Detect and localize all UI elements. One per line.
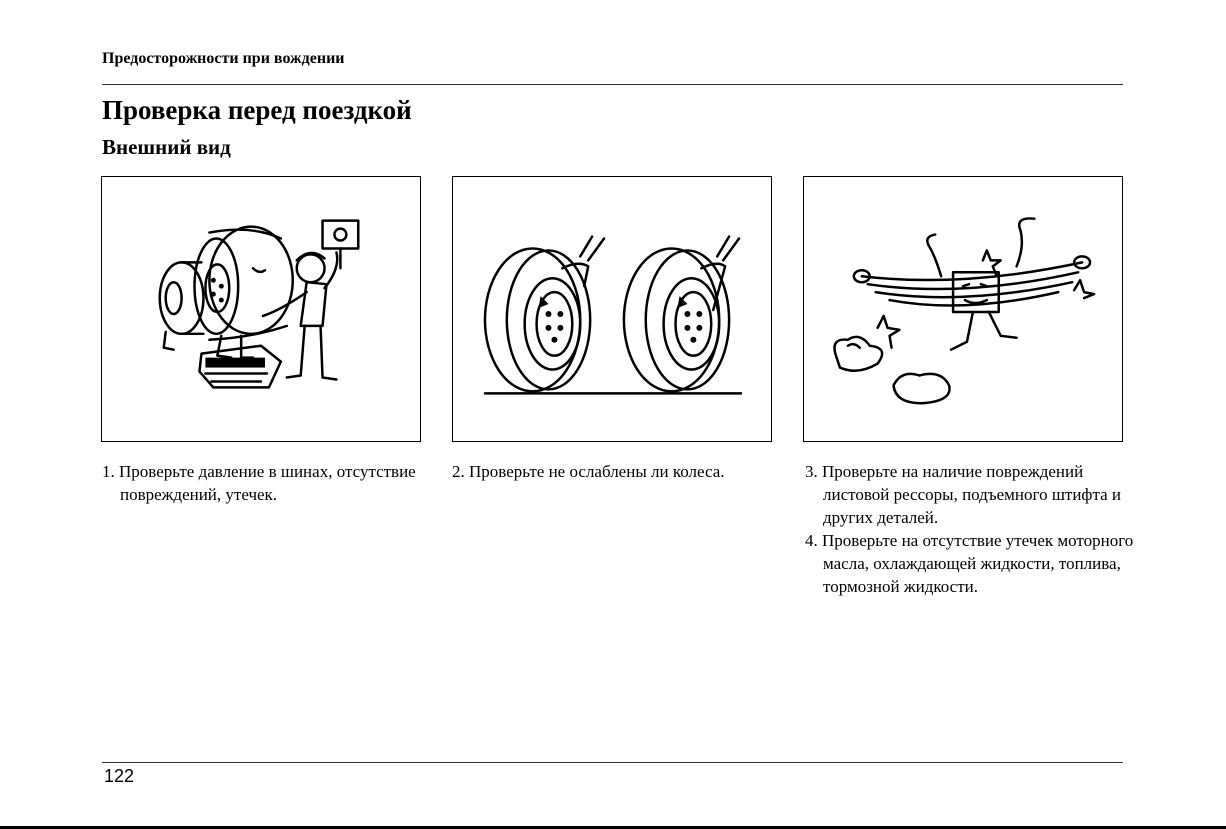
caption-column-2 bbox=[452, 460, 782, 483]
section-subtitle: Внешний вид bbox=[102, 135, 231, 159]
header-divider bbox=[102, 84, 1123, 85]
leaf-spring-leak-check-illustration bbox=[804, 177, 1122, 441]
tire-pressure-check-illustration bbox=[102, 177, 420, 441]
caption-item-4: 4. Проверьте на отсутствие утечек моторного масла, охлаждающей жидкости, топлива, тормозной жидкости. bbox=[805, 531, 1134, 596]
page-title: Проверка перед поездкой bbox=[102, 95, 412, 125]
caption-column-1 bbox=[102, 460, 422, 506]
illustration-panel-leaf-spring bbox=[803, 176, 1123, 442]
page-number: 122 bbox=[104, 766, 135, 786]
caption-item-1: 1. Проверьте давление в шинах, отсутствие повреждений, утечек. bbox=[102, 462, 416, 504]
section-header: Предосторожности при вождении bbox=[102, 50, 345, 67]
caption-column-3 bbox=[805, 460, 1135, 598]
wheel-nut-check-illustration bbox=[453, 177, 771, 441]
caption-item-3: 3. Проверьте на наличие повреждений листовой рессоры, подъемного штифта и других деталей. bbox=[805, 462, 1121, 527]
illustration-panel-wheel-nuts bbox=[452, 176, 772, 442]
caption-item-2: 2. Проверьте не ослаблены ли колеса. bbox=[452, 462, 725, 481]
footer-divider bbox=[102, 762, 1123, 763]
illustration-panel-tire-pressure bbox=[101, 176, 421, 442]
